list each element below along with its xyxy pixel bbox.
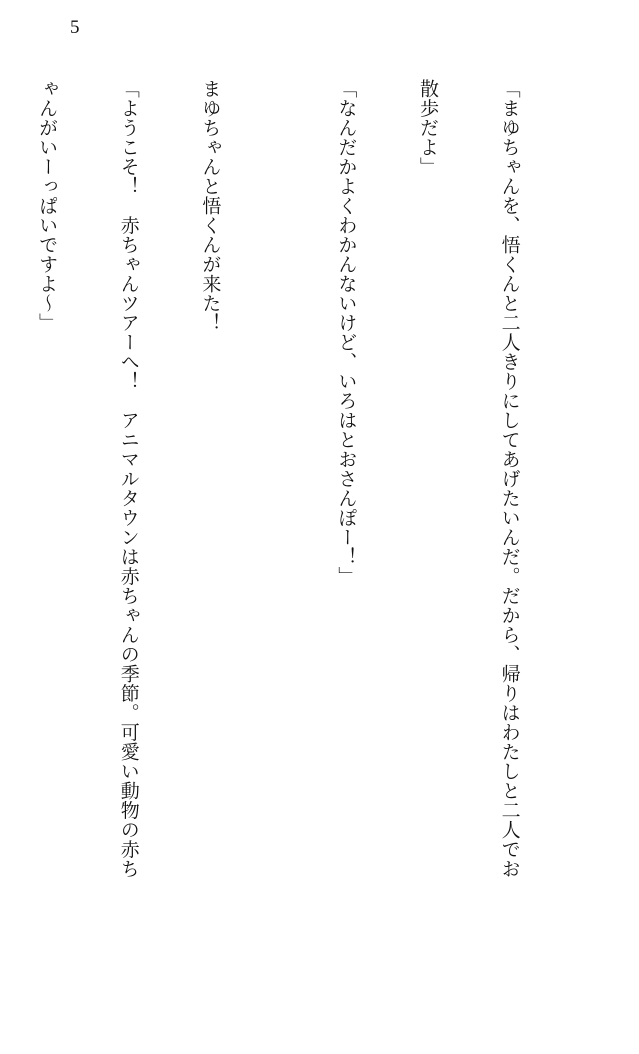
text-line: まゆちゃんと悟くんが来た！ xyxy=(199,79,222,333)
vertical-text-body xyxy=(0,79,577,879)
text-line: 散歩だよ」 xyxy=(416,79,439,177)
text-line: 「なんだかよくわかんないけど、いろはとおさんぽー！」 xyxy=(335,79,358,586)
text-line: ゃんがいーっぱいですよ～」 xyxy=(36,79,59,333)
text-line: 「ようこそ！ 赤ちゃんツアーへ！ アニマルタウンは赤ちゃんの季節。可愛い動物の赤ち xyxy=(117,79,140,879)
text-line: 「まゆちゃんを、悟くんと二人きりにしてあげたいんだ。だから、帰りはわたしと二人でお xyxy=(498,79,521,879)
page-number: 5 xyxy=(70,17,80,38)
